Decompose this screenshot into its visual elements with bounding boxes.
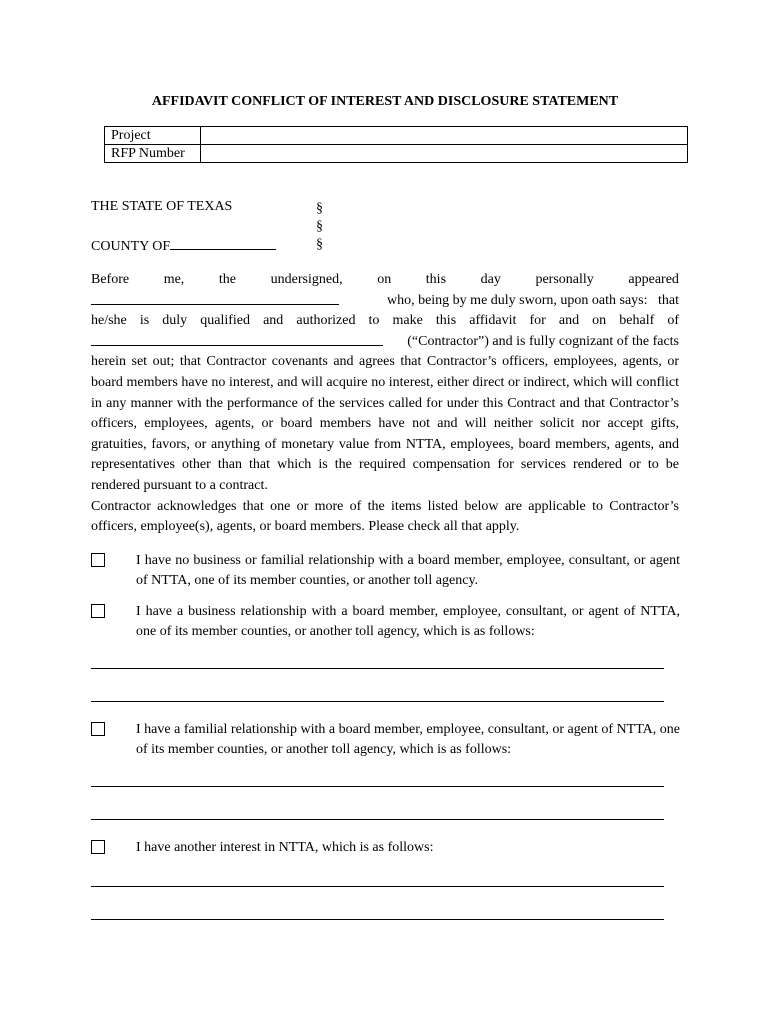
state-line: THE STATE OF TEXAS: [91, 199, 233, 214]
project-field[interactable]: [201, 127, 688, 145]
section-symbol-1: §: [316, 201, 323, 216]
option-2-answer-line-2[interactable]: [91, 701, 664, 702]
word: appeared: [628, 272, 679, 287]
document-title: AFFIDAVIT CONFLICT OF INTEREST AND DISCLOSURE STATEMENT: [151, 94, 619, 109]
option-2-checkbox[interactable]: [91, 604, 105, 618]
option-3-checkbox[interactable]: [91, 722, 105, 736]
option-1-checkbox[interactable]: [91, 553, 105, 567]
body-text: (“Contractor”) and is fully cognizant of the facts: [407, 333, 679, 349]
word: this: [425, 272, 447, 287]
project-label: Project: [105, 127, 201, 145]
word: day: [480, 272, 501, 287]
rfp-row: [105, 145, 688, 163]
body-rest: herein set out; that Contractor covenants and agrees that Contractor’s officers, employees, agents, or board members have no interest, and will acquire no interest, either direct or indirect, which will conflict in any manner with the performance of the services called for under this Contract and that Contractor’s officers, employees, agents, or board members have not and will neither solicit nor accept gifts, gratuities, favors, or anything of monetary value from NTTA, employees, board members, agents, and representatives other than that which is the required compensation for services rendered or to be rendered pursuant to a contract.: [91, 354, 679, 493]
option-4-text: I have another interest in NTTA, which is as follows:: [136, 840, 434, 855]
county-blank[interactable]: [170, 235, 276, 250]
affiant-name-blank[interactable]: [91, 291, 339, 305]
option-4-answer-line-2[interactable]: [91, 919, 664, 920]
body-line-3: he/she is duly qualified and authorized to make this affidavit for and on behalf of: [91, 313, 679, 329]
body-text: who, being by me duly sworn, upon oath says: that: [386, 292, 679, 308]
word: the: [218, 272, 237, 287]
word: me,: [163, 272, 185, 287]
county-label: COUNTY OF: [91, 239, 171, 254]
body-line-1: [91, 270, 679, 291]
affidavit-body: [91, 270, 679, 538]
section-symbol-3: §: [316, 237, 323, 252]
option-2-answer-line-1[interactable]: [91, 668, 664, 669]
body-line-2: [91, 291, 679, 312]
project-info-table: [104, 126, 688, 163]
word: on: [377, 272, 392, 287]
option-1-text: I have no business or familial relationship with a board member, employee, consultant, or agent of NTTA, one of its member counties, or another toll agency.: [136, 553, 680, 588]
word: undersigned,: [270, 272, 343, 287]
acknowledgement: Contractor acknowledges that one or more of the items listed below are applicable to Contractor’s officers, employee(s), agents, or board members. Please check all that apply.: [91, 498, 679, 535]
contractor-name-blank[interactable]: [91, 332, 383, 346]
option-3-text: I have a familial relationship with a board member, employee, consultant, or agent of NTTA, one of its member counties, or another toll agency, which is as follows:: [136, 722, 680, 757]
option-4-checkbox[interactable]: [91, 840, 105, 854]
option-3-answer-line-2[interactable]: [91, 819, 664, 820]
rfp-number-label: RFP Number: [105, 145, 201, 163]
county-line: [91, 235, 276, 255]
option-3-answer-line-1[interactable]: [91, 786, 664, 787]
section-symbol-2: §: [316, 219, 323, 234]
word: personally: [535, 272, 594, 287]
word: Before: [91, 272, 130, 287]
body-line-4: [91, 332, 679, 353]
project-row: [105, 127, 688, 145]
rfp-number-field[interactable]: [201, 145, 688, 163]
option-4-answer-line-1[interactable]: [91, 886, 664, 887]
option-2-text: I have a business relationship with a board member, employee, consultant, or agent of NTTA, one of its member counties, or another toll agency, which is as follows:: [136, 604, 680, 639]
